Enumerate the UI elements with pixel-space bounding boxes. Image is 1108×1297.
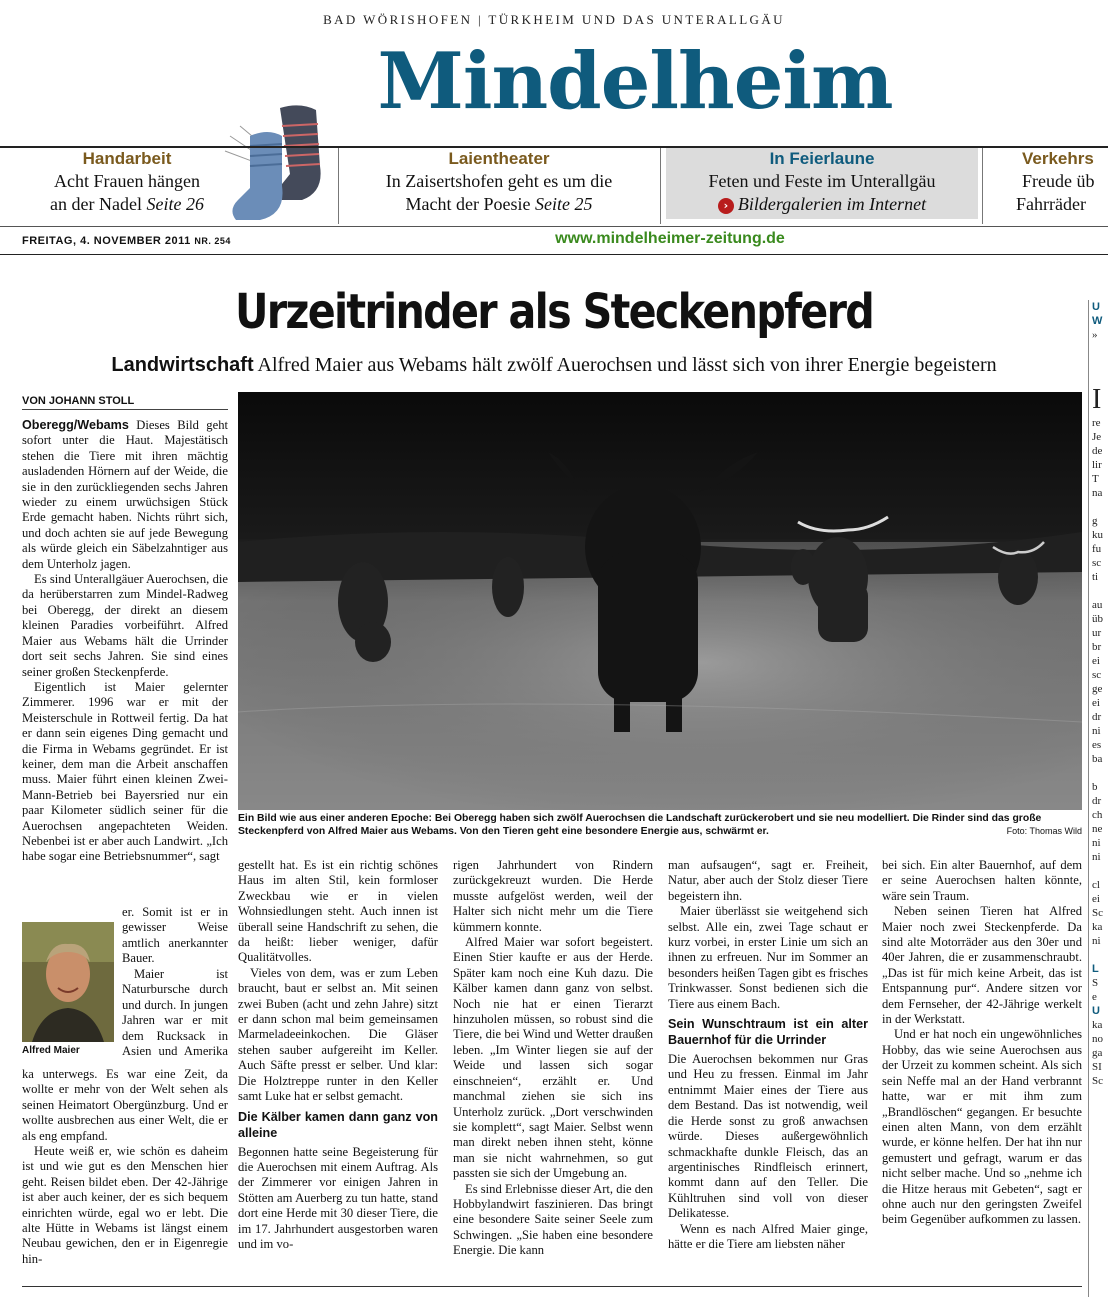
strip-fragment: re xyxy=(1092,417,1101,429)
strip-fragment: ei xyxy=(1092,655,1100,667)
strip-fragment: sc xyxy=(1092,669,1102,681)
teaser-page-ref: Seite 25 xyxy=(534,194,593,214)
issue-number: NR. 254 xyxy=(194,236,231,246)
strip-fragment: g xyxy=(1092,515,1098,527)
paragraph: Es sind Unterallgäuer Auerochsen, die da herüberstarren zum Mindel-Radweg bei Oberegg, der direkt an diesem kleinen Paradies vorbeiführt. Alfred Maier aus Webams hält die Urrinder dort seit sechs Jahren. Sie sind eines seiner großen Steckenpferde. xyxy=(22,572,228,679)
strip-fragment: T xyxy=(1092,473,1099,485)
strip-fragment: no xyxy=(1092,1033,1103,1045)
strip-fragment: ne xyxy=(1092,823,1103,835)
strip-fragment: ku xyxy=(1092,529,1103,541)
photo-credit: Foto: Thomas Wild xyxy=(1006,826,1082,836)
portrait-caption: Alfred Maier xyxy=(22,1045,80,1056)
strip-fragment xyxy=(1092,342,1108,356)
strip-fragment: e xyxy=(1092,991,1097,1003)
date: FREITAG, 4. NOVEMBER 2011 xyxy=(22,235,191,247)
strip-fragment: es xyxy=(1092,739,1102,751)
strip-fragment: fu xyxy=(1092,543,1102,555)
paragraph: Es sind Erlebnisse dieser Art, die den Hobbylandwirt faszinieren. Das bringt eine besondere Saite seiner Seele zum Schwingen. „Sie haben eine besondere Energie. Die kann xyxy=(453,1181,653,1258)
strip-fragment xyxy=(1092,864,1108,878)
teaser-handarbeit[interactable] xyxy=(22,148,232,224)
auerochsen-photo xyxy=(238,392,1082,810)
paragraph: Maier ist Naturbursche durch und durch. In jungen Jahren war er mit dem Rucksack in Asien und Amerika xyxy=(122,967,228,1059)
paragraph: ka unterwegs. Es war eine Zeit, da wollte er mehr von der Welt sehen als seinen Heimatort Obergünzburg. Und er wollte ausbrechen aus einer Welt, die er als eng empfand. xyxy=(22,1067,228,1143)
paragraph: Heute weiß er, wie schön es daheim ist und wie gut es den Menschen hier geht. Reisen bildet eben. Der 42-Jährige ist aber auch keiner, der es sich bequem einrichten würde, egal wo er lebt. Die alte Hütte in Webams ist längst einem Neubau gewichen, den er in Eigenregie hin- xyxy=(22,1144,228,1266)
strip-fragment: üb xyxy=(1092,613,1103,625)
dateline xyxy=(22,235,231,247)
strip-fragment: L xyxy=(1092,963,1099,975)
article-column-1 xyxy=(22,418,228,865)
subheading: Die Kälber kamen dann ganz von alleine xyxy=(238,1109,438,1140)
strip-fragment: W xyxy=(1092,315,1103,327)
strip-fragment: ni xyxy=(1092,851,1101,863)
teaser-line: Fahrräder xyxy=(1016,194,1086,214)
subhead-label: Landwirtschaft xyxy=(111,354,254,376)
teaser-title: Laientheater xyxy=(448,149,550,168)
strip-fragment: ch xyxy=(1092,809,1103,821)
teaser-page-ref: Seite 26 xyxy=(146,194,204,214)
strip-fragment xyxy=(1092,948,1108,962)
teaser-text: Macht der Poesie xyxy=(405,194,535,214)
article-column-1-bottom xyxy=(22,1067,228,1267)
paragraph: Maier überlässt sie weitgehend sich selbst. Alle ein, zwei Tage schaut er kurz vorbei, in erster Linie um sich an ihnen zu erfreuen. Nur im Sommer an besonders heißen Tagen gibt es frisches Trinkwasser. Sonst bedienen sich die Tiere aus einem Bach. xyxy=(668,904,868,1011)
teaser-divider xyxy=(338,148,339,224)
teaser-line: Acht Frauen hängen xyxy=(54,171,200,191)
paragraph: Die Auerochsen bekommen nur Gras und Heu zu fressen. Einmal im Jahr entnimmt Maier eines der Tiere aus dem Bestand. Das ist notwendig, weil die Herde sonst zu groß anwachsen würde. Dieses außergewöhnlich schmackhafte dunkle Fleisch, das an argentinisches Rindfleisch erinnert, kommt dann auf den Teller. Die Kühltruhen sind voll von dieser Delikatesse. xyxy=(668,1052,868,1221)
paragraph: Vieles von dem, was er zum Leben braucht, baut er selbst an. Mit seinen zwei Buben (acht und zehn Jahre) sitzt er dann schon mal beim gemeinsamen Marmeladeeinkochen. Die Gläser stehen sauber aufgereiht im Keller. Auch Säfte presst er selber. Und klar: Die Holztreppe runter in den Keller samt Luke hat er selbst gemacht. xyxy=(238,965,438,1104)
strip-fragment: » xyxy=(1092,329,1098,341)
article-subhead xyxy=(0,354,1108,377)
caption-text: Ein Bild wie aus einer anderen Epoche: Bei Oberegg haben sich zwölf Auerochsen die Landschaft zurückerobert und sie neu modelliert. Die Rinder sind das große Steckenpferd von Alfred Maier aus Webams. Von den Tieren geht eine besondere Energie aus, schwärmt er. xyxy=(238,813,1042,837)
paragraph: gestellt hat. Es ist ein richtig schönes Haus im alten Stil, kein formloser Zweckbau wie er in vielen Wohnsiedlungen steht. Auch innen ist überall seine Handschrift zu sehen, die da heißt: lieber weniger, dafür Qualitätvolles. xyxy=(238,858,438,965)
strip-fragment xyxy=(1092,584,1108,598)
strip-fragment: ga xyxy=(1092,1047,1103,1059)
teaser-text: an der Nadel xyxy=(50,194,147,214)
teaser-feierlaune[interactable] xyxy=(666,148,978,219)
strip-fragment: Je xyxy=(1092,431,1102,443)
teaser-line xyxy=(666,193,978,216)
teaser-line: In Zaisertshofen geht es um die xyxy=(385,171,613,191)
strip-fragment: lir xyxy=(1092,459,1102,471)
teaser-divider xyxy=(660,148,661,224)
strip-fragment: sc xyxy=(1092,557,1102,569)
subhead-text: Alfred Maier aus Webams hält zwölf Auerochsen und lässt sich von ihrer Energie begeistern xyxy=(253,354,997,376)
strip-fragment: U xyxy=(1092,1005,1100,1017)
teaser-laientheater[interactable] xyxy=(340,148,658,224)
teaser-title: Verkehrs xyxy=(1022,149,1094,168)
article-column-1-wrap xyxy=(122,905,228,967)
paragraph: Begonnen hatte seine Begeisterung für die Auerochsen mit einem Auftrag. Als der Zimmerer vor einigen Jahren in Stötten am Auerberg zu tun hatte, stand dort eine Herde mit 30 dieser Tiere, die im 17. Jahrhundert ausgestorben waren und im vo- xyxy=(238,1144,438,1251)
strip-fragment: dr xyxy=(1092,795,1102,807)
strip-fragment xyxy=(1092,370,1108,384)
strip-fragment: br xyxy=(1092,641,1102,653)
section-kicker: BAD WÖRISHOFEN | TÜRKHEIM UND DAS UNTERALLGÄU xyxy=(323,12,785,27)
article-column-1-wrap2 xyxy=(122,967,228,1060)
paragraph: Und er hat noch ein ungewöhnliches Hobby, das wie seine Auerochsen aus der Urzeit zu kommen scheint. Als sich sein Neffe mal an der Hand verbrannt hatte, war er mit ihm zum „Brandlöschen“ gegangen. Er besuchte einen alten Mann, von dem erzählt wurde, er könne helfen. Der hat ihn nur gemustert und gefragt, warum er das nicht selber mache. Und so „nehme ich die Hitze heraus mit Gebeten“, sagt er ohne auch nur den geringsten Zweifel beim Gegenüber aufkommen zu lassen. xyxy=(882,1027,1082,1227)
strip-fragment: I xyxy=(1092,384,1102,415)
strip-fragment: cl xyxy=(1092,879,1100,891)
article-column-5 xyxy=(882,858,1082,1228)
strip-fragment: dr xyxy=(1092,711,1102,723)
paragraph: Neben seinen Tieren hat Alfred Maier noch zwei Steckenpferde. Da sind alte Motorräder aus den 30er und 40er Jahren, die er zusammenschraubt. „Das ist für mich keine Arbeit, das ist Entspannung pur“. Andere sitzen vor dem Fernseher, der 42-Jährige werkelt in der Werkstatt. xyxy=(882,904,1082,1027)
strip-fragment: Sc xyxy=(1092,907,1103,919)
strip-fragment: S xyxy=(1092,977,1099,989)
teaser-divider xyxy=(982,148,983,224)
paragraph-text: Dieses Bild geht sofort unter die Haut. Majestätisch stehen die Tiere mit ihren mächtig ausladenden Hörnern auf der Weide, die sie in den zurückliegenden sechs Jahren wieder zu einem urwüchsigen Stück Erde gemacht haben. Nichts rührt sich, und doch achten sie auf jede Bewegung als würde gleich ein Säbelzahntiger aus dem Unterholz jagen. xyxy=(22,418,228,571)
strip-fragment: au xyxy=(1092,599,1103,611)
paragraph: er. Somit ist er in gewisser Weise amtlich anerkannter Bauer. xyxy=(122,905,228,966)
strip-fragment: ba xyxy=(1092,753,1103,765)
paragraph: Eigentlich ist Maier gelernter Zimmerer. 1996 war er mit der Meisterschule in Rottweil fertig. Da hat er dann sein eigenes Ding gemacht und die Firma in Webams gegründet. Er ist keiner, dem man die Arbeit anschaffen muss. Maier führt einen kleinen Zwei-Mann-Betrieb bei Bayersried nur ein paar Kilometer südlich seiner für die Auerochsen angepachteten Weiden. Nebenbei ist er aber auch Landwirt. „Ich habe sogar eine Betriebsnummer“, sagt xyxy=(22,679,228,864)
strip-fragment: SI xyxy=(1092,1061,1102,1073)
strip-fragment: ka xyxy=(1092,921,1103,933)
strip-fragment xyxy=(1092,766,1108,780)
right-column-rule xyxy=(1088,300,1089,1297)
strip-fragment: ge xyxy=(1092,683,1103,695)
masthead-title: Mindelheim xyxy=(377,36,893,127)
strip-fragment: b xyxy=(1092,781,1098,793)
strip-fragment: U xyxy=(1092,301,1100,313)
strip-fragment: na xyxy=(1092,487,1103,499)
strip-fragment xyxy=(1092,356,1108,370)
paragraph: bei sich. Ein alter Bauernhof, auf dem er seine Auerochsen halten könnte, wäre sein Traum. xyxy=(882,858,1082,903)
teaser-title: Handarbeit xyxy=(82,149,172,168)
paragraph: man aufsaugen“, sagt er. Freiheit, Natur, aber auch der Stolz dieser Tiere begeistern ihn. xyxy=(668,858,868,903)
byline: VON JOHANN STOLL xyxy=(22,395,228,410)
teaser-line xyxy=(22,193,232,216)
paragraph: rigen Jahrhundert von Rindern zurückgekreuzt wurden. Die Herde musste aufgelöst werden, weil der Halter sich nicht mehr um die Tiere kümmern konnte. xyxy=(453,858,653,934)
strip-fragment: de xyxy=(1092,445,1103,457)
strip-fragment: ni xyxy=(1092,935,1101,947)
article-dateline: Oberegg/Webams xyxy=(22,418,129,432)
strip-fragment: ni xyxy=(1092,725,1101,737)
dateline-rule xyxy=(0,254,1108,255)
page-bottom-rule xyxy=(22,1286,1082,1287)
paragraph: Wenn es nach Alfred Maier ginge, hätte er die Tiere am liebsten näher xyxy=(668,1221,868,1251)
strip-fragment xyxy=(1092,500,1108,514)
article-column-4 xyxy=(668,858,868,1252)
strip-fragment: ei xyxy=(1092,893,1100,905)
strip-fragment: ni xyxy=(1092,837,1101,849)
arrow-right-icon: › xyxy=(718,198,734,214)
adjacent-article-strip xyxy=(1092,300,1108,1297)
teaser-line: Feten und Feste im Unterallgäu xyxy=(708,171,936,191)
teaser-title: In Feierlaune xyxy=(769,149,875,168)
paragraph xyxy=(22,418,228,572)
teaser-line xyxy=(340,193,658,216)
article-headline: Urzeitrinder als Steckenpferd xyxy=(234,284,874,340)
strip-fragment: ei xyxy=(1092,697,1100,709)
teaser-bottom-rule xyxy=(0,226,1108,227)
website-link[interactable]: www.mindelheimer-zeitung.de xyxy=(555,230,785,247)
teaser-line: Freude üb xyxy=(1022,171,1095,191)
strip-fragment: ka xyxy=(1092,1019,1103,1031)
subheading: Sein Wunschtraum ist ein alter Bauernhof für die Urrinder xyxy=(668,1017,868,1048)
article-column-3 xyxy=(453,858,653,1259)
paragraph: Alfred Maier war sofort begeistert. Einen Stier kaufte er aus der Herde. Später kam noch eine Kuh dazu. Die Kälber kamen dann ganz von selbst. Noch nie hat er einen Tierarzt hinzuholen müssen, so robust sind die Tiere, die bei Wind und Wetter draußen leben. „Im Winter liegen sie auf der Weide und lassen sich sogar einschneien“, erzählt er. Und manchmal ziehen sie sich ins Unterholz zurück. „Dort verschwinden sie komplett“, sagt Maier. Selbst wenn man direkt neben ihnen steht, könne man sie nicht wahrnehmen, so gut passten sie sich der Umgebung an. xyxy=(453,935,653,1181)
strip-fragment: ti xyxy=(1092,571,1099,583)
gallery-link[interactable]: Bildergalerien im Internet xyxy=(737,194,927,214)
photo-caption xyxy=(238,812,1082,838)
portrait-photo xyxy=(22,922,114,1042)
article-column-2 xyxy=(238,858,438,1252)
strip-fragment: ur xyxy=(1092,627,1102,639)
strip-fragment: Sc xyxy=(1092,1075,1103,1087)
socks-illustration xyxy=(220,96,340,224)
teaser-verkehr[interactable] xyxy=(990,148,1108,224)
